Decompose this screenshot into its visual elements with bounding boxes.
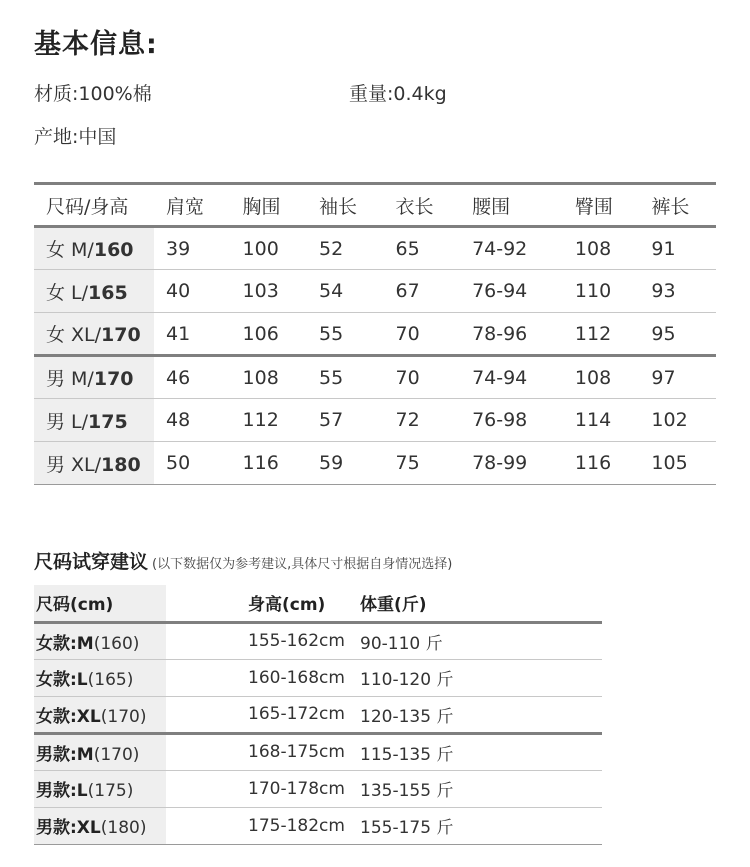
rec-size-height: (170) xyxy=(93,744,140,765)
rec-height-cell: 160-168cm xyxy=(248,667,345,688)
table-row xyxy=(34,270,716,313)
origin-info: 产地:中国 xyxy=(34,126,117,148)
cell-sleeve: 54 xyxy=(319,280,344,302)
cell-chest: 116 xyxy=(242,452,279,474)
cell-waist: 76-98 xyxy=(472,409,528,431)
rec-size-label: 男款:L xyxy=(36,781,88,801)
header-chest: 胸围 xyxy=(231,184,308,227)
rec-weight-cell: 115-135 斤 xyxy=(360,744,454,765)
cell-sleeve: 55 xyxy=(319,322,344,345)
rec-size-label: 女款:M xyxy=(36,633,94,654)
table-row xyxy=(34,442,716,485)
table-row xyxy=(34,733,602,770)
table-row xyxy=(34,622,602,659)
cell-shoulder: 40 xyxy=(166,280,191,302)
cell-shoulder: 50 xyxy=(166,452,191,474)
size-height: 175 xyxy=(88,410,128,433)
rec-size-cell xyxy=(34,807,166,844)
section-title-basic-info: 基本信息: xyxy=(34,29,158,60)
cell-length: 75 xyxy=(395,452,420,474)
cell-waist: 76-94 xyxy=(472,280,528,302)
header-waist: 腰围 xyxy=(460,184,563,227)
cell-pants-length: 93 xyxy=(651,280,676,302)
rec-weight-cell: 155-175 斤 xyxy=(360,818,454,838)
size-cell xyxy=(34,270,154,313)
table-row xyxy=(34,807,602,844)
rec-size-height: (175) xyxy=(87,781,134,801)
size-prefix: 女 M/ xyxy=(46,239,94,261)
header-sleeve: 袖长 xyxy=(307,184,384,227)
cell-pants-length: 105 xyxy=(651,452,688,474)
cell-length: 70 xyxy=(395,366,420,389)
rec-height-cell: 165-172cm xyxy=(248,704,345,724)
cell-hip: 108 xyxy=(574,237,612,260)
cell-chest: 112 xyxy=(242,409,279,431)
rec-weight-cell: 120-135 斤 xyxy=(360,706,454,727)
rec-size-label: 女款:L xyxy=(36,670,88,690)
rec-height-cell: 168-175cm xyxy=(248,742,345,762)
cell-waist: 74-94 xyxy=(472,366,528,389)
cell-hip: 116 xyxy=(574,452,612,474)
cell-sleeve: 59 xyxy=(319,452,344,474)
cell-sleeve: 52 xyxy=(319,237,344,260)
cell-pants-length: 97 xyxy=(651,366,676,389)
cell-hip: 112 xyxy=(574,322,612,345)
table-row xyxy=(34,227,716,270)
size-height: 170 xyxy=(93,368,134,390)
cell-hip: 110 xyxy=(574,280,612,302)
cell-pants-length: 95 xyxy=(651,322,676,345)
cell-shoulder: 46 xyxy=(166,366,191,389)
cell-chest: 108 xyxy=(242,366,279,389)
table-row xyxy=(34,399,716,442)
recommend-header-row xyxy=(34,585,602,622)
rec-size-cell xyxy=(34,696,166,733)
cell-shoulder: 48 xyxy=(166,409,191,431)
cell-length: 65 xyxy=(395,237,420,260)
cell-hip: 114 xyxy=(574,409,612,431)
cell-shoulder: 41 xyxy=(166,322,191,345)
size-prefix: 女 L/ xyxy=(46,281,89,304)
size-prefix: 女 XL/ xyxy=(46,324,102,346)
cell-hip: 108 xyxy=(574,366,612,389)
header-shoulder: 肩宽 xyxy=(154,184,231,227)
cell-pants-length: 91 xyxy=(651,237,676,260)
rec-size-height: (180) xyxy=(100,818,147,838)
header-size-cm: 尺码(cm) xyxy=(34,585,166,622)
recommend-title: 尺码试穿建议 xyxy=(34,551,149,573)
cell-pants-length: 102 xyxy=(651,409,688,431)
rec-height-cell: 155-162cm xyxy=(248,631,345,651)
rec-size-height: (160) xyxy=(93,633,140,654)
rec-size-cell xyxy=(34,770,166,807)
cell-chest: 100 xyxy=(242,237,279,260)
cell-shoulder: 39 xyxy=(166,237,191,260)
rec-size-label: 男款:XL xyxy=(36,818,101,838)
table-row xyxy=(34,356,716,399)
size-cell xyxy=(34,227,154,270)
cell-waist: 74-92 xyxy=(472,237,528,260)
size-prefix: 男 L/ xyxy=(46,410,89,433)
header-size-height: 尺码/身高 xyxy=(34,184,154,227)
rec-weight-cell: 135-155 斤 xyxy=(360,781,454,801)
size-cell xyxy=(34,356,154,399)
rec-size-label: 女款:XL xyxy=(36,706,101,727)
cell-length: 67 xyxy=(395,280,420,302)
cell-length: 70 xyxy=(395,322,420,345)
size-cell xyxy=(34,399,154,442)
cell-sleeve: 55 xyxy=(319,366,344,389)
rec-size-cell xyxy=(34,659,166,696)
size-height: 160 xyxy=(93,239,134,261)
size-prefix: 男 XL/ xyxy=(46,453,102,476)
size-prefix: 男 M/ xyxy=(46,368,94,390)
recommend-table xyxy=(34,585,602,845)
rec-size-height: (165) xyxy=(87,670,134,690)
size-height: 180 xyxy=(101,453,141,476)
size-height: 170 xyxy=(101,324,141,346)
weight-info: 重量:0.4kg xyxy=(349,83,447,105)
header-pants-length: 裤长 xyxy=(639,184,716,227)
size-cell xyxy=(34,442,154,485)
header-weight-jin: 体重(斤) xyxy=(360,585,602,622)
header-length: 衣长 xyxy=(384,184,461,227)
rec-height-cell: 175-182cm xyxy=(248,815,345,836)
table-row xyxy=(34,313,716,356)
cell-waist: 78-99 xyxy=(472,452,528,474)
cell-chest: 106 xyxy=(242,322,279,345)
header-hip: 臀围 xyxy=(563,184,640,227)
header-height-cm: 身高(cm) xyxy=(166,585,360,622)
size-cell xyxy=(34,313,154,356)
recommend-note: (以下数据仅为参考建议,具体尺寸根据自身情况选择) xyxy=(152,557,453,572)
rec-size-height: (170) xyxy=(100,706,147,727)
rec-size-cell xyxy=(34,733,166,770)
table-row xyxy=(34,659,602,696)
rec-height-cell: 170-178cm xyxy=(248,778,345,799)
rec-size-cell xyxy=(34,622,166,659)
size-height: 165 xyxy=(88,281,128,304)
cell-length: 72 xyxy=(395,409,420,431)
table-row xyxy=(34,696,602,733)
cell-chest: 103 xyxy=(242,280,279,302)
table-row xyxy=(34,770,602,807)
material-info: 材质:100%棉 xyxy=(34,83,152,105)
rec-size-label: 男款:M xyxy=(36,744,94,765)
rec-weight-cell: 90-110 斤 xyxy=(360,633,443,654)
size-chart-header-row xyxy=(34,184,716,227)
cell-waist: 78-96 xyxy=(472,322,528,345)
cell-sleeve: 57 xyxy=(319,409,344,431)
recommend-heading xyxy=(34,547,452,574)
rec-weight-cell: 110-120 斤 xyxy=(360,670,454,690)
size-chart-table xyxy=(34,182,716,485)
